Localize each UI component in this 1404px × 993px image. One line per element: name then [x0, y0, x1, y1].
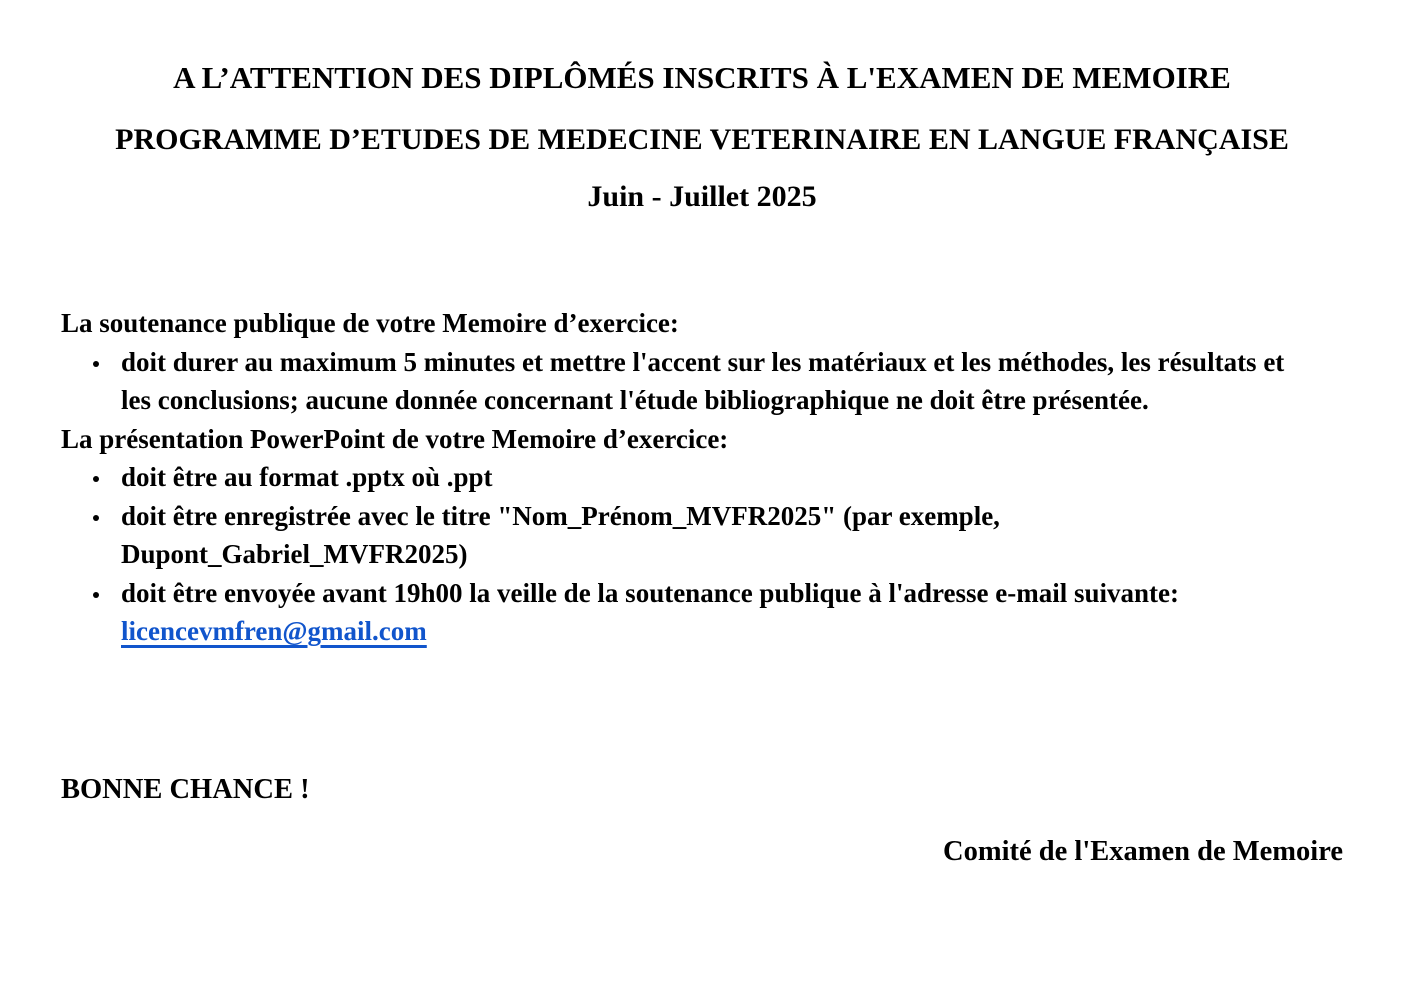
signature-text: Comité de l'Examen de Memoire	[943, 836, 1343, 867]
title-programme-line: PROGRAMME D’ETUDES DE MEDECINE VETERINAIRE EN LANGUE FRANÇAISE	[115, 123, 1289, 156]
bullet-duration-rule	[61, 343, 1301, 420]
soutenance-section-heading: La soutenance publique de votre Memoire d’exercice:	[61, 308, 679, 338]
bullet-file-format-text: doit être au format .pptx où .ppt	[121, 462, 493, 492]
bullet-file-format	[61, 458, 1301, 497]
title-attention-line: A L’ATTENTION DES DIPLÔMÉS INSCRITS À L'EXAMEN DE MEMOIRE	[173, 60, 1231, 95]
bullet-send-deadline	[61, 574, 1301, 651]
bullet-duration-text: doit durer au maximum 5 minutes et mettre l'accent sur les matériaux et les méthodes, les résultats et les conclusions; aucune donnée concernant l'étude bibliographique ne doit être présentée.	[121, 346, 1285, 415]
soutenance-bullet-list	[61, 343, 1301, 420]
document-body	[61, 304, 1301, 651]
title-date-line: Juin - Juillet 2025	[587, 180, 817, 213]
bullet-send-deadline-text: doit être envoyée avant 19h00 la veille de la soutenance publique à l'adresse e-mail suivante:	[121, 577, 1179, 608]
bullet-file-naming	[61, 497, 1301, 574]
email-link[interactable]: licencevmfren@gmail.com	[121, 616, 427, 646]
presentation-bullet-list	[61, 458, 1301, 651]
bullet-file-naming-text: doit être enregistrée avec le titre "Nom_Prénom_MVFR2025" (par exemple, Dupont_Gabriel_MVFR2025)	[121, 500, 1000, 569]
good-luck-text: BONNE CHANCE !	[61, 774, 310, 805]
presentation-section-heading: La présentation PowerPoint de votre Memoire d’exercice:	[61, 423, 729, 454]
